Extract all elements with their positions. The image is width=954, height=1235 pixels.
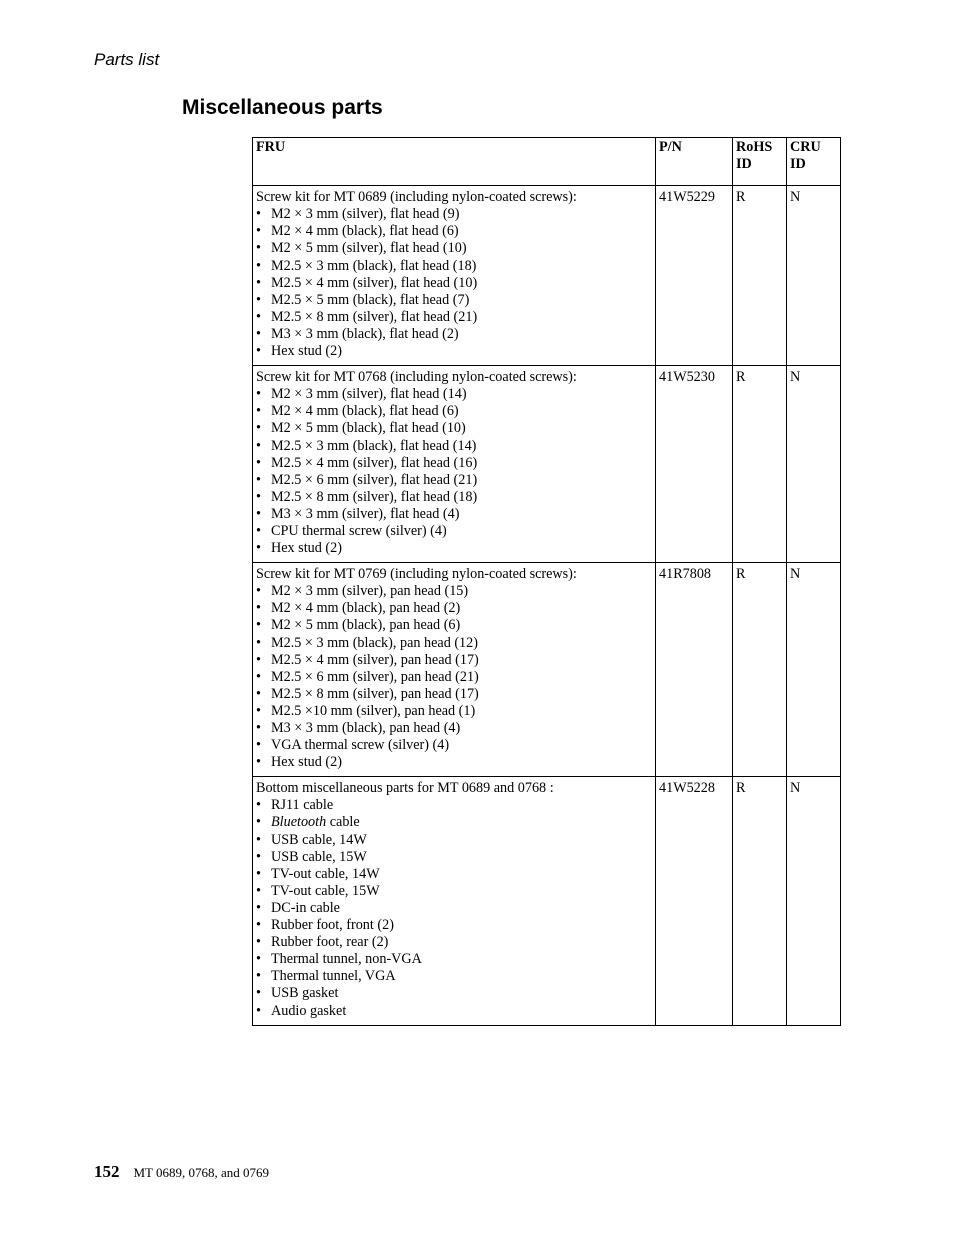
part-number-cell: 41W5230	[656, 366, 733, 563]
parts-table	[252, 137, 841, 1026]
bullet-icon: •	[256, 223, 261, 240]
list-item	[256, 635, 652, 652]
footer-title: MT 0689, 0768, and 0769	[133, 1165, 270, 1180]
bullet-icon: •	[256, 454, 261, 471]
list-item-text: M2.5 × 4 mm (silver), flat head (10)	[271, 274, 478, 291]
list-item-text: M2 × 3 mm (silver), flat head (14)	[271, 386, 467, 403]
list-item	[256, 523, 652, 540]
table-row	[253, 366, 841, 563]
list-item-text: M2 × 4 mm (black), flat head (6)	[271, 223, 459, 240]
list-item-text: Thermal tunnel, non-VGA	[271, 951, 422, 968]
bullet-icon: •	[256, 951, 261, 968]
rohs-id-cell: R	[733, 563, 787, 777]
list-item-text: USB gasket	[271, 985, 339, 1002]
fru-item-list	[256, 206, 652, 360]
bullet-icon: •	[256, 420, 261, 437]
list-item	[256, 326, 652, 343]
bullet-icon: •	[256, 505, 261, 522]
list-item-text: Rubber foot, front (2)	[271, 917, 394, 934]
header-rohs-line-1: RoHS	[736, 139, 773, 155]
list-item	[256, 917, 652, 934]
bullet-icon: •	[256, 917, 261, 934]
bullet-icon: •	[256, 291, 261, 308]
list-item-text: VGA thermal screw (silver) (4)	[271, 737, 450, 754]
rohs-id-cell: R	[733, 186, 787, 366]
bullet-icon: •	[256, 899, 261, 916]
header-fru: FRU	[253, 138, 656, 186]
page-number: 152	[94, 1162, 120, 1181]
list-item-text: M3 × 3 mm (silver), flat head (4)	[271, 505, 460, 522]
bullet-icon: •	[256, 343, 261, 360]
bullet-icon: •	[256, 583, 261, 600]
bullet-icon: •	[256, 848, 261, 865]
list-item-text: CPU thermal screw (silver) (4)	[271, 522, 447, 539]
list-item-text: Thermal tunnel, VGA	[271, 968, 396, 985]
cru-id-cell: N	[787, 777, 841, 1025]
bullet-icon: •	[256, 540, 261, 557]
list-item	[256, 686, 652, 703]
list-item	[256, 420, 652, 437]
list-item	[256, 669, 652, 686]
list-item	[256, 343, 652, 360]
bullet-icon: •	[256, 882, 261, 899]
bullet-icon: •	[256, 240, 261, 257]
list-item-text: M3 × 3 mm (black), pan head (4)	[271, 720, 461, 736]
list-item	[256, 403, 652, 420]
bullet-icon: •	[256, 437, 261, 454]
bullet-icon: •	[256, 702, 261, 719]
header-cru-id	[787, 138, 841, 186]
fru-item-list	[256, 386, 652, 557]
page-footer	[94, 1162, 269, 1182]
table-row	[253, 186, 841, 366]
bullet-icon: •	[256, 522, 261, 539]
table-header-row	[253, 138, 841, 186]
list-item	[256, 883, 652, 900]
list-item	[256, 275, 652, 292]
list-item-text: USB cable, 15W	[271, 848, 367, 865]
list-item	[256, 866, 652, 883]
header-cru-line-2: ID	[790, 156, 806, 173]
list-item	[256, 951, 652, 968]
bullet-icon: •	[256, 737, 261, 754]
list-item-text: Hex stud (2)	[271, 754, 342, 771]
fru-item-list	[256, 583, 652, 771]
list-item	[256, 489, 652, 506]
fru-cell	[253, 777, 656, 1025]
bullet-icon: •	[256, 865, 261, 882]
list-item	[256, 292, 652, 309]
cru-id-cell: N	[787, 366, 841, 563]
list-item-text: Hex stud (2)	[271, 540, 342, 557]
running-head: Parts list	[94, 50, 160, 69]
list-item-text: DC-in cable	[271, 899, 340, 916]
list-item-text: Bluetooth cable	[271, 814, 360, 831]
list-item-text: RJ11 cable	[271, 797, 334, 814]
part-number-cell: 41W5229	[656, 186, 733, 366]
bullet-icon: •	[256, 600, 261, 617]
list-item	[256, 754, 652, 771]
list-item-text: M2 × 5 mm (black), flat head (10)	[271, 420, 466, 437]
table-row	[253, 777, 841, 1025]
list-item	[256, 814, 652, 831]
header-cru-line-1: CRU	[790, 139, 821, 155]
fru-description: Screw kit for MT 0769 (including nylon-coated screws):	[256, 566, 577, 583]
bullet-icon: •	[256, 831, 261, 848]
list-item-text: M2 × 4 mm (black), pan head (2)	[271, 600, 461, 617]
bullet-icon: •	[256, 814, 261, 831]
list-item	[256, 849, 652, 866]
bullet-icon: •	[256, 488, 261, 505]
list-item-text: M2.5 × 8 mm (silver), flat head (21)	[271, 308, 478, 325]
list-item	[256, 258, 652, 275]
list-item	[256, 832, 652, 849]
list-item-text: Hex stud (2)	[271, 343, 342, 360]
list-item	[256, 1003, 652, 1020]
list-item	[256, 472, 652, 489]
list-item-text: M2.5 × 6 mm (silver), flat head (21)	[271, 471, 478, 488]
bullet-icon: •	[256, 720, 261, 736]
list-item-text: M2 × 5 mm (black), pan head (6)	[271, 617, 461, 634]
bullet-icon: •	[256, 386, 261, 403]
list-item	[256, 223, 652, 240]
list-item	[256, 206, 652, 223]
list-item-text: Rubber foot, rear (2)	[271, 934, 389, 951]
list-item	[256, 438, 652, 455]
list-item	[256, 720, 652, 737]
list-item-text: M2 × 5 mm (silver), flat head (10)	[271, 240, 467, 257]
part-number-cell: 41R7808	[656, 563, 733, 777]
list-item-text: M2.5 × 6 mm (silver), pan head (21)	[271, 668, 479, 685]
list-item	[256, 797, 652, 814]
table-row	[253, 563, 841, 777]
bullet-icon: •	[256, 206, 261, 223]
bullet-icon: •	[256, 325, 261, 342]
bullet-icon: •	[256, 985, 261, 1002]
list-item-text: M3 × 3 mm (black), flat head (2)	[271, 325, 459, 342]
fru-cell	[253, 563, 656, 777]
parts-table-body	[253, 186, 841, 1025]
list-item	[256, 703, 652, 720]
list-item	[256, 652, 652, 669]
list-item	[256, 583, 652, 600]
fru-description: Screw kit for MT 0689 (including nylon-coated screws):	[256, 189, 577, 206]
list-item	[256, 600, 652, 617]
list-item-text: USB cable, 14W	[271, 831, 367, 848]
bullet-icon: •	[256, 685, 261, 702]
bullet-icon: •	[256, 668, 261, 685]
list-item-text: M2 × 3 mm (silver), flat head (9)	[271, 206, 460, 223]
list-item-text: M2.5 ×10 mm (silver), pan head (1)	[271, 702, 476, 719]
bullet-icon: •	[256, 634, 261, 651]
part-number-cell: 41W5228	[656, 777, 733, 1025]
section-title: Miscellaneous parts	[182, 96, 383, 119]
bullet-icon: •	[256, 308, 261, 325]
list-item-text: M2 × 4 mm (black), flat head (6)	[271, 403, 459, 420]
cru-id-cell: N	[787, 563, 841, 777]
list-item-text: M2.5 × 3 mm (black), flat head (18)	[271, 257, 477, 274]
bullet-icon: •	[256, 651, 261, 668]
list-item-text: M2.5 × 4 mm (silver), pan head (17)	[271, 651, 479, 668]
bullet-icon: •	[256, 797, 261, 814]
list-item-text: M2.5 × 3 mm (black), flat head (14)	[271, 437, 477, 454]
bullet-icon: •	[256, 403, 261, 420]
list-item	[256, 309, 652, 326]
bullet-icon: •	[256, 968, 261, 985]
fru-description: Bottom miscellaneous parts for MT 0689 and 0768 :	[256, 780, 554, 797]
list-item	[256, 455, 652, 472]
fru-description: Screw kit for MT 0768 (including nylon-coated screws):	[256, 369, 577, 386]
list-item-text: Audio gasket	[271, 1002, 347, 1019]
bullet-icon: •	[256, 617, 261, 634]
list-item-text: M2.5 × 5 mm (black), flat head (7)	[271, 291, 470, 308]
list-item	[256, 506, 652, 523]
list-item-text: M2.5 × 3 mm (black), pan head (12)	[271, 634, 478, 651]
header-pn: P/N	[656, 138, 733, 186]
list-item	[256, 617, 652, 634]
bullet-icon: •	[256, 274, 261, 291]
list-item	[256, 386, 652, 403]
list-item-text: M2 × 3 mm (silver), pan head (15)	[271, 583, 469, 600]
header-rohs-line-2: ID	[736, 156, 752, 173]
bullet-icon: •	[256, 1002, 261, 1019]
list-item	[256, 900, 652, 917]
list-item-text: TV-out cable, 15W	[271, 882, 380, 899]
list-item	[256, 737, 652, 754]
list-item-text: TV-out cable, 14W	[271, 865, 380, 882]
list-item-text: M2.5 × 8 mm (silver), pan head (17)	[271, 685, 479, 702]
list-item-text: M2.5 × 4 mm (silver), flat head (16)	[271, 454, 478, 471]
list-item	[256, 934, 652, 951]
fru-cell	[253, 186, 656, 366]
list-item	[256, 968, 652, 985]
rohs-id-cell: R	[733, 777, 787, 1025]
bullet-icon: •	[256, 257, 261, 274]
list-item	[256, 540, 652, 557]
cru-id-cell: N	[787, 186, 841, 366]
bullet-icon: •	[256, 754, 261, 771]
fru-cell	[253, 366, 656, 563]
header-rohs-id	[733, 138, 787, 186]
bullet-icon: •	[256, 471, 261, 488]
list-item	[256, 240, 652, 257]
list-item-text: M2.5 × 8 mm (silver), flat head (18)	[271, 488, 478, 505]
rohs-id-cell: R	[733, 366, 787, 563]
list-item	[256, 985, 652, 1002]
bullet-icon: •	[256, 934, 261, 951]
fru-item-list	[256, 797, 652, 1019]
